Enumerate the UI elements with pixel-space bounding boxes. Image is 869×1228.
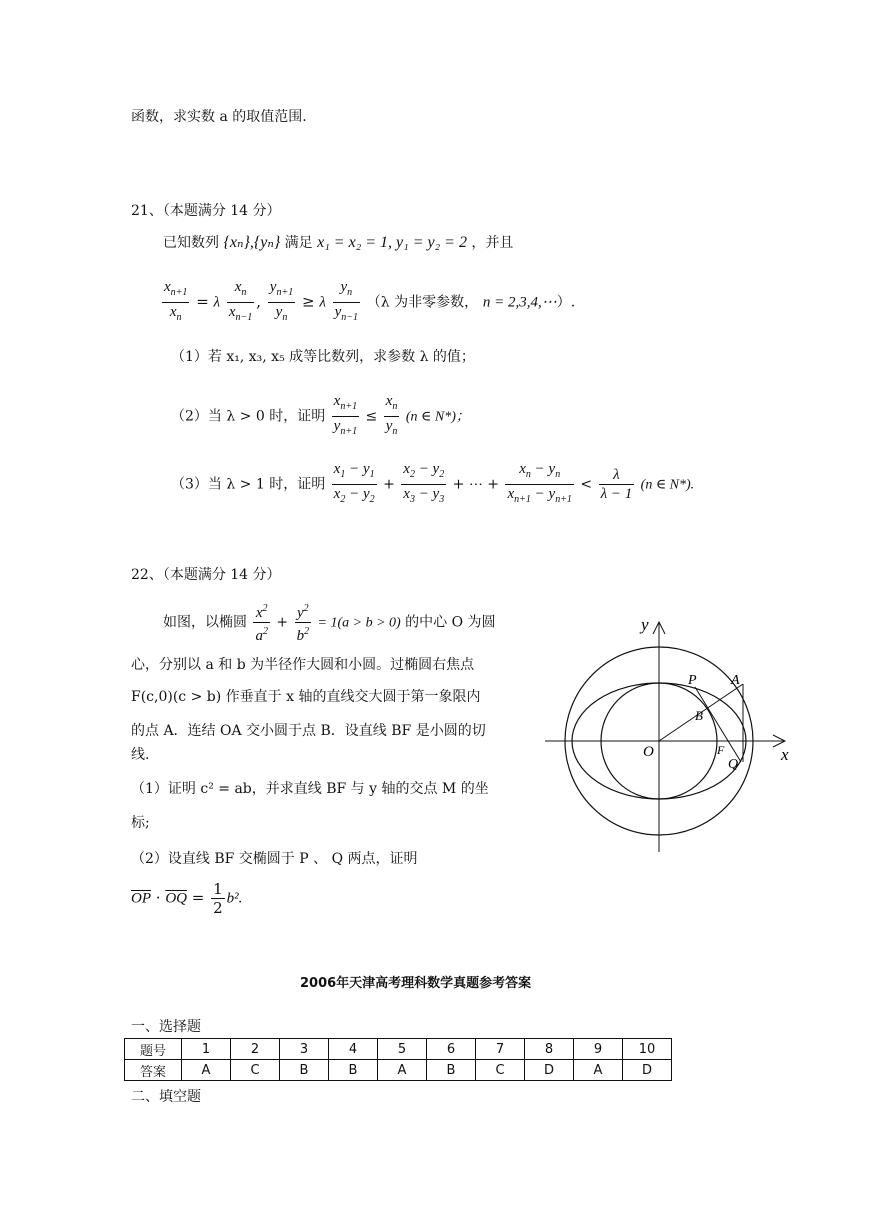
answer-cell: D — [623, 1060, 672, 1081]
answer-cell: D — [525, 1060, 574, 1081]
q22-line6: （1）证明 c² = ab，并求直线 BF 与 y 轴的交点 M 的坐 — [131, 781, 489, 797]
q21-recur-end: ）. — [556, 294, 576, 311]
q21-line1-b: 满足 — [284, 235, 313, 251]
q21-initial-cond: x₁ = x₂ = 1, y₁ = y₂ = 2 — [317, 234, 467, 251]
q22-header: 22、（本题满分 14 分） — [131, 567, 281, 583]
number-cell: 6 — [427, 1039, 476, 1060]
label-f: F — [717, 743, 725, 757]
q22-line8: （2）设直线 BF 交椭圆于 P 、 Q 两点，证明 — [131, 851, 418, 867]
q21-recurrence: $\frac{x_{n+1}}{x_n}$ = λ $\frac{x_n}{x_{n-1}}$ , $\frac{y_{n+1}}{y_n}$ ≥ λ $\frac{y_n}{y_{n-1}}$ （λ 为非零参数， n = 2,3,4,⋯）. — [164, 279, 576, 323]
q21-recur-note: （λ 为非零参数， — [366, 294, 479, 311]
q21-part2-b: (n ∈ N*)； — [405, 409, 470, 425]
number-cell: 2 — [231, 1039, 280, 1060]
number-cell: 9 — [574, 1039, 623, 1060]
q22-line9-b: b². — [226, 890, 243, 907]
row-label-answer: 答案 — [125, 1060, 182, 1081]
q21-sequences: {xₙ},{yₙ} — [223, 234, 281, 251]
number-cell: 3 — [280, 1039, 329, 1060]
q22-line1-b: = 1(a > b > 0) — [317, 615, 401, 631]
q22-line1: 如图，以椭圆 $\frac{x^2}{a^2}$ + $\frac{y^2}{b^2}$ = 1(a > b > 0) 的中心 O 为圆 — [163, 600, 496, 645]
answer-cell: A — [574, 1060, 623, 1081]
label-p: P — [688, 673, 697, 688]
number-cell: 5 — [378, 1039, 427, 1060]
q21-header: 21、（本题满分 14 分） — [131, 203, 281, 219]
answer-cell: A — [182, 1060, 231, 1081]
label-x: x — [781, 745, 789, 764]
row-label-number: 题号 — [125, 1039, 182, 1060]
section-choice: 一、选择题 — [131, 1019, 201, 1035]
answers-title: 2006年天津高考理科数学真题参考答案 — [300, 976, 532, 991]
q22-line4: 的点 A．连结 OA 交小圆于点 B．设直线 BF 是小圆的切 — [131, 723, 486, 739]
table-row — [125, 1039, 672, 1060]
number-cell: 4 — [329, 1039, 378, 1060]
q21-line1-c: ，并且 — [471, 235, 514, 251]
answer-table — [124, 1038, 672, 1081]
answer-cell: B — [427, 1060, 476, 1081]
number-cell: 8 — [525, 1039, 574, 1060]
answer-cell: C — [231, 1060, 280, 1081]
q22-line1-a: 如图，以椭圆 — [163, 614, 247, 631]
q22-line1-c: 的中心 O 为圆 — [405, 614, 496, 631]
number-cell: 1 — [182, 1039, 231, 1060]
q22-line7: 标; — [131, 815, 150, 831]
label-b: B — [695, 708, 703, 723]
q21-part1: （1）若 x₁, x₃, x₅ 成等比数列，求参数 λ 的值； — [171, 349, 475, 365]
label-o: O — [643, 744, 654, 760]
ellipse-circles-figure — [545, 612, 795, 857]
q21-part3-a: （3）当 λ > 1 时，证明 — [171, 476, 326, 493]
table-row — [125, 1060, 672, 1081]
q22-line2: 心，分别以 a 和 b 为半径作大圆和小圆。过椭圆右焦点 — [131, 657, 475, 673]
q22-line9: $\overline{OP} \cdot \overline{OQ}$ = $\frac{1}{2}$ b². — [131, 880, 243, 917]
label-q: Q — [728, 757, 739, 772]
q21-line1 — [163, 232, 513, 252]
answer-cell: B — [280, 1060, 329, 1081]
answer-cell: C — [476, 1060, 525, 1081]
answer-cell: B — [329, 1060, 378, 1081]
section-fill: 二、填空题 — [131, 1089, 201, 1105]
label-y: y — [641, 615, 649, 634]
q22-line3: F(c,0)(c > b) 作垂直于 x 轴的直线交大圆于第一象限内 — [131, 689, 481, 705]
q21-recur-n: n = 2,3,4,⋯ — [482, 294, 557, 311]
answer-cell: A — [378, 1060, 427, 1081]
q21-part3-b: (n ∈ N*). — [640, 477, 695, 493]
q21-line1-a: 已知数列 — [163, 235, 219, 251]
q21-part3: （3）当 λ > 1 时，证明 $\frac{x_1 - y_1}{x_2 - y_2}$ + $\frac{x_2 - y_2}{x_3 - y_3}$ + ⋯ + $\frac{x_n - y_n}{x_{n+1} - y_{n+1}}$ < $\frac{\lambda}{\lambda - 1}$ (n ∈ N*). — [171, 461, 695, 505]
q22-line5: 线. — [131, 747, 150, 763]
number-cell: 7 — [476, 1039, 525, 1060]
top-line: 函数，求实数 a 的取值范围. — [131, 109, 307, 125]
label-a: A — [731, 673, 740, 688]
q21-part2-a: （2）当 λ > 0 时，证明 — [171, 408, 326, 425]
number-cell: 10 — [623, 1039, 672, 1060]
q21-part2: （2）当 λ > 0 时，证明 $\frac{x_{n+1}}{y_{n+1}}$ ≤ $\frac{x_n}{y_n}$ (n ∈ N*)； — [171, 393, 470, 437]
